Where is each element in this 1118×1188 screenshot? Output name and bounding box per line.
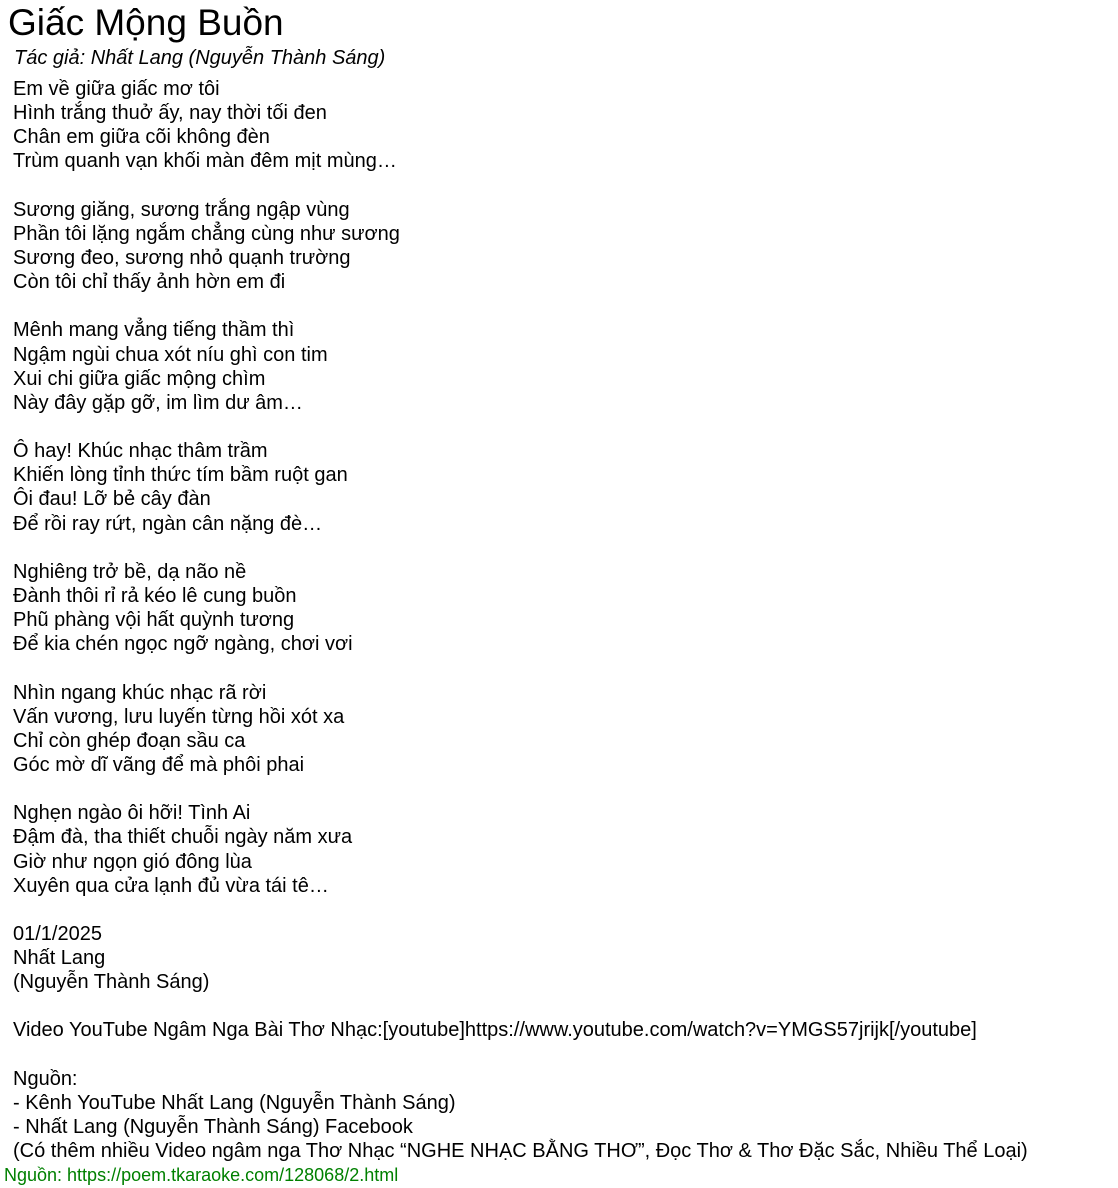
poem-line: Nghiêng trở bề, dạ não nề [13, 560, 247, 583]
footer-source-link[interactable]: Nguồn: https://poem.tkaraoke.com/128068/2.html [4, 1165, 399, 1185]
poem-line: Đành thôi rỉ rả kéo lê cung buồn [13, 584, 297, 607]
poem-line: Chân em giữa cõi không đèn [13, 126, 270, 149]
source-note: (Có thêm nhiều Video ngâm nga Thơ Nhạc “NGHE NHẠC BẰNG THƠ”, Đọc Thơ & Thơ Đặc Sắc, Nhiều Thể Loại) [13, 1140, 1028, 1163]
poem-line: Nhìn ngang khúc nhạc rã rời [13, 681, 267, 704]
source-item: - Nhất Lang (Nguyễn Thành Sáng) Facebook [13, 1116, 413, 1139]
poem-line: Mênh mang vẳng tiếng thầm thì [13, 319, 295, 342]
video-block [13, 1018, 1028, 1042]
stanza-6 [13, 681, 1028, 778]
poem-author: Tác giả: Nhất Lang (Nguyễn Thành Sáng) [14, 47, 386, 69]
poem-line: Ôi đau! Lỡ bẻ cây đàn [13, 488, 211, 511]
sources-heading: Nguồn: [13, 1067, 78, 1090]
poem-line: Để rồi ray rứt, ngàn cân nặng đè… [13, 512, 323, 535]
poem-line: Để kia chén ngọc ngỡ ngàng, chơi vơi [13, 633, 353, 656]
poem-line: Sương giăng, sương trắng ngập vùng [13, 198, 350, 221]
poem-date: 01/1/2025 [13, 922, 102, 945]
poem-line: Nghẹn ngào ôi hỡi! Tình Ai [13, 802, 251, 825]
poem-line: Này đây gặp gỡ, im lìm dư âm… [13, 391, 303, 414]
stanza-5 [13, 560, 1028, 657]
poem-line: Còn tôi chỉ thấy ảnh hờn em đi [13, 271, 286, 294]
poem-line: Em về giữa giấc mơ tôi [13, 78, 220, 100]
poem-line: Chỉ còn ghép đoạn sầu ca [13, 729, 246, 752]
stanza-3 [13, 318, 1028, 415]
stanza-4 [13, 439, 1028, 536]
poem-line: Phần tôi lặng ngắm chẳng cùng như sương [13, 222, 400, 245]
poem-line: Sương đeo, sương nhỏ quạnh trường [13, 246, 351, 269]
stanza-1 [13, 77, 1028, 174]
poem-line: Khiến lòng tỉnh thức tím bầm ruột gan [13, 464, 348, 487]
poem-real-name: (Nguyễn Thành Sáng) [13, 971, 210, 994]
source-item: - Kênh YouTube Nhất Lang (Nguyễn Thành Sáng) [13, 1091, 456, 1114]
sources-block [13, 1067, 1028, 1164]
poem-line: Xuyên qua cửa lạnh đủ vừa tái tê… [13, 874, 329, 897]
poem-line: Ngậm ngùi chua xót níu ghì con tim [13, 343, 328, 366]
stanza-7 [13, 801, 1028, 898]
poem-line: Ô hay! Khúc nhạc thâm trầm [13, 440, 268, 463]
poem-line: Góc mờ dĩ vãng để mà phôi phai [13, 753, 305, 776]
poem-line: Đậm đà, tha thiết chuỗi ngày năm xưa [13, 826, 353, 849]
poem-body [13, 77, 1028, 1187]
stanza-2 [13, 198, 1028, 295]
poem-pen-name: Nhất Lang [13, 947, 106, 970]
poem-title: Giấc Mộng Buồn [8, 2, 284, 43]
poem-line: Phũ phàng vội hất quỳnh tương [13, 609, 295, 632]
poem-line: Xui chi giữa giấc mộng chìm [13, 367, 266, 390]
video-embed-text: Video YouTube Ngâm Nga Bài Thơ Nhạc:[youtube]https://www.youtube.com/watch?v=YMGS57jrijk[/youtube] [13, 1019, 977, 1042]
poem-line: Hình trắng thuở ấy, nay thời tối đen [13, 102, 327, 125]
poem-line: Giờ như ngọn gió đông lùa [13, 850, 252, 873]
signature-block [13, 922, 1028, 994]
poem-line: Vấn vương, lưu luyến từng hồi xót xa [13, 705, 345, 728]
poem-line: Trùm quanh vạn khối màn đêm mịt mùng… [13, 150, 397, 173]
